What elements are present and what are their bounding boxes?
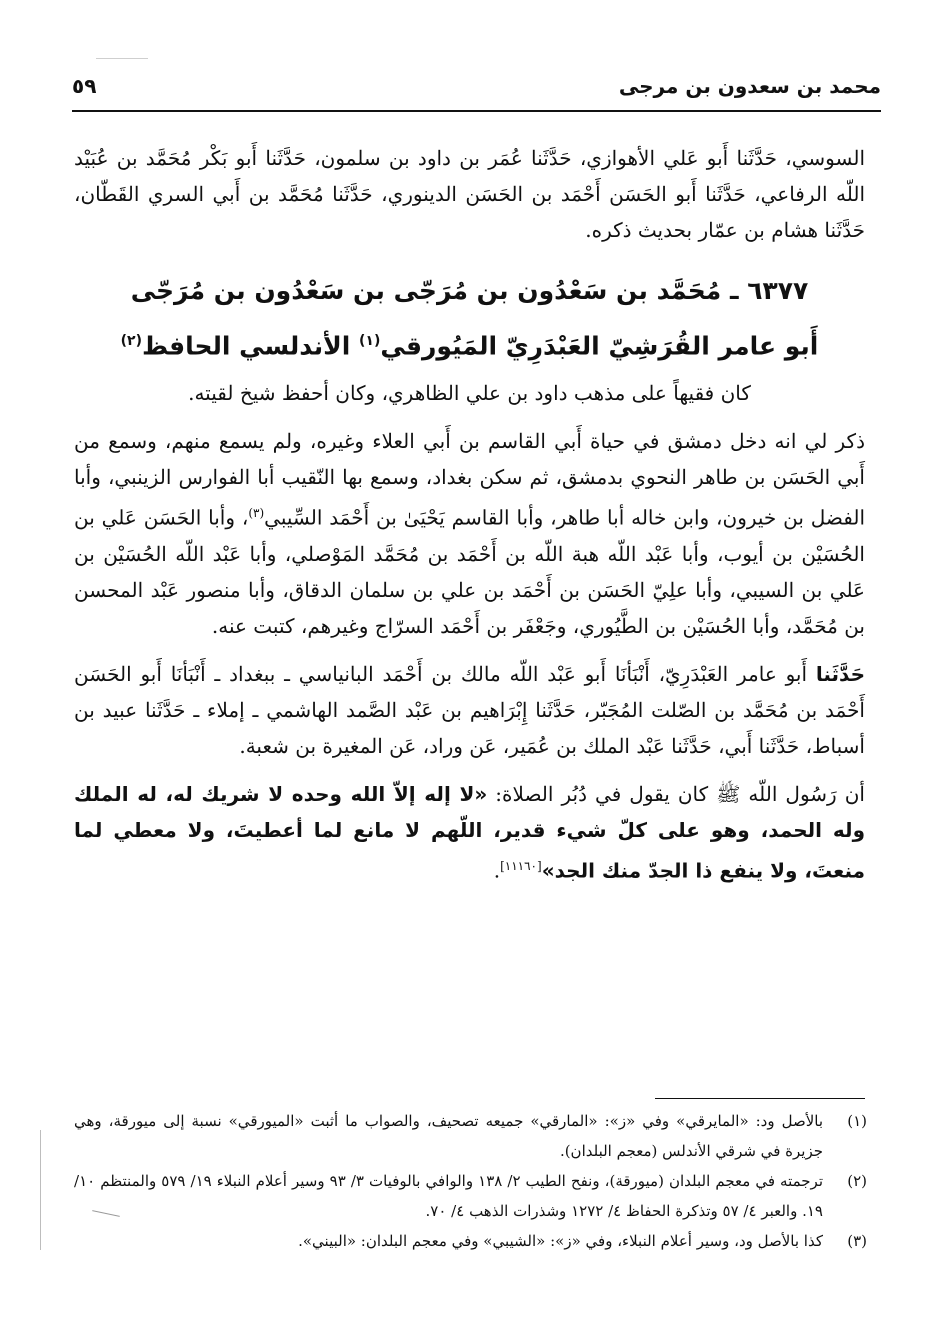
biography-heading bbox=[74, 266, 865, 371]
teachers-text-1: ذكر لي انه دخل دمشق في حياة أَبي القاسم بن أَبي العلاء وغيره، ولم يسمع منهم، وسمع من أَبي الحَسَن بن طاهر النحوي بدمشق، ثم سكن بغداد، وسمع بها النّقيب أبا الفوارس الزينبي، وأبا الفضل بن خيرون، وابن خاله أبا طاهر، وأبا القاسم يَحْيَىٰ بن أَحْمَد السِّيبي bbox=[74, 429, 866, 530]
scan-artifact-line bbox=[96, 58, 148, 59]
footnote-number: (١) bbox=[847, 1112, 867, 1130]
paragraph-teachers bbox=[74, 423, 865, 644]
hadith-number: [١١١٦٠] bbox=[500, 858, 542, 873]
footnotes bbox=[74, 1106, 867, 1256]
hadith-intro: أن رَسُول اللّه ﷺ كان يقول في دُبُر الصلاة: bbox=[487, 781, 865, 806]
page-header bbox=[72, 68, 881, 104]
biography-heading-line-1: ٦٣٧٧ ـ مُحَمَّد بن سَعْدُون بن مُرَجّى بن سَعْدُون بن مُرَجّى bbox=[130, 276, 809, 305]
hadith-end: . bbox=[493, 858, 501, 883]
footnote-number: (٢) bbox=[847, 1172, 867, 1190]
biography-heading-name: أَبو عامر القُرَشِيّ العَبْدَرِيّ المَيُورقي bbox=[380, 331, 819, 361]
paragraph-hadith-chain bbox=[74, 656, 865, 764]
footnote-text: بالأصل ود: «المايرقي» وفي «ز»: «المارقي» جميعه تصحيف، والصواب ما أثبت «الميورقي» نسبة إلى ميورقة، وهي جزيرة في شرقي الأندلس (معجم البلدان). bbox=[74, 1112, 823, 1160]
footnote-text: كذا بالأصل ود، وسير أعلام النبلاء، وفي «ز»: «الشيبي» وفي معجم البلدان: «البيني». bbox=[298, 1232, 823, 1250]
biography-intro: كان فقيهاً على مذهب داود بن علي الظاهري، وكان أحفظ شيخ لقيته. bbox=[188, 381, 751, 406]
footnote-ref-3: (٣) bbox=[248, 506, 265, 521]
footnote bbox=[74, 1226, 867, 1256]
hadith-chain-text: أَبو عامر العَبْدَرِيّ، أَنْبَأنَا أَبو عَبْد اللّه مالك بن أَحْمَد البانياسي ـ ببغداد ـ أَنْبَأنَا أَبو الحَسَن أَحْمَد بن مُحَمَّد بن الصّلت المُجَبّر، حَدَّثَنا إِبْرَاهيم بن عَبْد الصَّمد الهاشمي ـ إملاء ـ حَدَّثَنا عبيد بن أسباط، حَدَّثَنا أَبي، حَدَّثَنا عَبْد الملك بن عُمَير، عَن وراد، عَن المغيرة بن شعبة. bbox=[74, 661, 865, 758]
header-rule bbox=[72, 110, 881, 112]
footnote-text: ترجمته في معجم البلدان (ميورقة)، ونفح الطيب ٢/ ١٣٨ والوافي بالوفيات ٣/ ٩٣ وسير أعلام النبلاء ١٩/ ٥٧٩ والمنتظم ١٠/ ١٩. والعبر ٤/ ٥٧ وتذكرة الحفاظ ٤/ ١٢٧٢ وشذرات الذهب ٤/ ٧٠. bbox=[74, 1172, 824, 1220]
teachers-text-2: ، وأبا الحَسَن عَلي بن الحُسَيْن بن أيوب، وأبا عَبْد اللّه هبة اللّه بن أَحْمَد بن مُحَمَّد المَوْصلي، وأبا عَبْد اللّه الحُسَيْن بن عَلي بن السيبي، وأبا علِيّ الحَسَن بن أَحْمَد بن علي بن سلمان الدقاق، وأبا منصور عَبْد المحسن بن مُحَمَّد، وأبا الحُسَيْن بن الطَّيُوري، وجَعْفَر بن أَحْمَد السرّاج وغيرهم، كتبت عنه. bbox=[74, 505, 865, 638]
paragraph-isnad-continuation: السوسي، حَدَّثَنا أَبو عَلي الأهوازي، حَدَّثَنا عُمَر بن داود بن سلمون، حَدَّثَنا أَبو بَكْر مُحَمَّد بن عُبَيْد اللّه الرفاعي، حَدَّثَنا أَبو الحَسَن أَحْمَد بن الحَسَن الدينوري، حَدَّثَنا مُحَمَّد بن أَبي السري القَطّان، حَدَّثَنا هشام بن عمّار بحديث ذكره. bbox=[74, 146, 865, 242]
biography-heading-line-2 bbox=[74, 316, 865, 371]
footnote bbox=[74, 1106, 867, 1166]
footnote-separator bbox=[655, 1098, 865, 1099]
footnote-ref-2: (٢) bbox=[120, 333, 142, 349]
scan-artifact-edge bbox=[40, 1130, 41, 1250]
footnote-ref-1: (١) bbox=[359, 333, 381, 349]
footnote-number: (٣) bbox=[847, 1232, 867, 1250]
hadith-text: «لا إله إلاّ الله وحده لا شريك له، له الملك وله الحمد، وهو على كلّ شيء قدير، اللّهم لا مانع لما أعطيتَ، ولا معطي لما منعتَ، ولا ينفع ذا الجدّ منك الجد» bbox=[74, 781, 865, 883]
main-text bbox=[74, 140, 865, 901]
biography-heading-nisba: الأندلسي الحافظ bbox=[141, 331, 360, 361]
running-title: محمد بن سعدون بن مرجى bbox=[618, 74, 881, 98]
page-number: ٥٩ bbox=[72, 74, 97, 98]
paragraph-hadith-matn bbox=[74, 776, 865, 889]
haddathana-lead: حَدَّثَنا bbox=[815, 661, 865, 686]
footnote bbox=[74, 1166, 867, 1226]
